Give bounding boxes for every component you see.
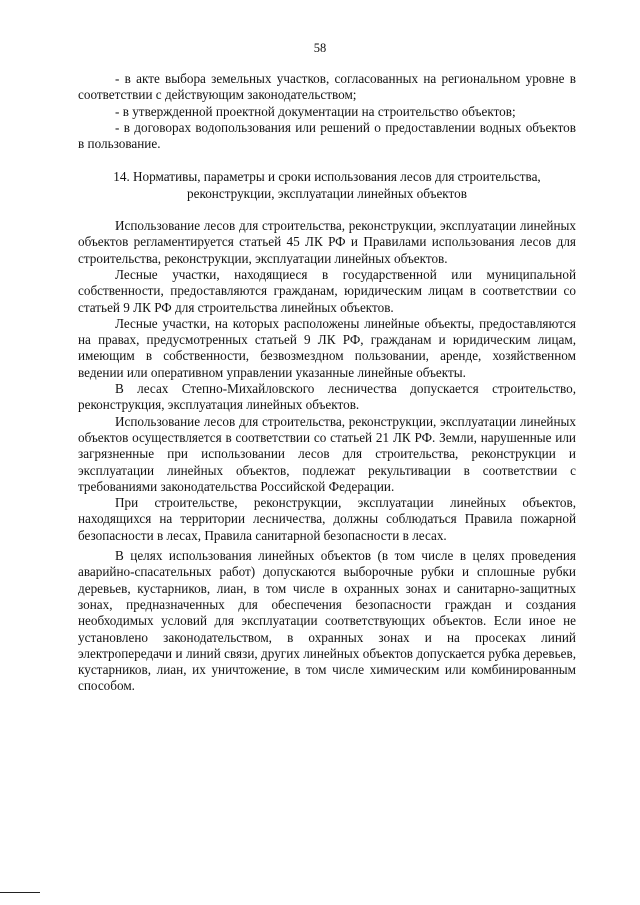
footnote-rule [0,892,40,893]
list-item: - в утвержденной проектной документации на строительство объектов; [115,103,516,119]
paragraph: Лесные участки, на которых расположены линейные объекты, предоставляются на правах, предусмотренных статьей 9 ЛК РФ, гражданам и юридическим лицам, имеющим в собственности, безвозмездном пользовании, аренде, хозяйственном ведении или оперативном управлении указанные линейные объекты. [78,315,576,380]
section-heading: 14. Нормативы, параметры и сроки использования лесов для строительства, реконструкции, эксплуатации линейных объектов [113,169,541,201]
list-item: - в акте выбора земельных участков, согласованных на региональном уровне в соответствии с действующим законодательством; [78,71,576,103]
document-body [78,71,576,695]
paragraph: Использование лесов для строительства, реконструкции, эксплуатации линейных объектов осуществляется в соответствии со статьей 21 ЛК РФ. Земли, нарушенные или загрязненные при использовании лесов для строительства, реконструкции и эксплуатации линейных объектов, подлежат рекультивации в соответствии с требованиями законодательства Российской Федерации. [78,413,576,494]
paragraph: При строительстве, реконструкции, эксплуатации линейных объектов, находящихся на территории лесничества, должны соблюдаться Правила пожарной безопасности в лесах, Правила санитарной безопасности в лесах. [78,495,576,543]
list-item: - в договорах водопользования или решений о предоставлении водных объектов в пользование. [78,119,576,152]
page-number: 58 [313,41,327,55]
paragraph: Лесные участки, находящиеся в государственной или муниципальной собственности, предоставляются гражданам, юридическим лицам в соответствии со статьей 9 ЛК РФ для строительства линейных объектов. [78,266,576,315]
paragraph: В лесах Степно-Михайловского лесничества допускается строительство, реконструкция, эксплуатация линейных объектов. [78,381,576,413]
paragraph: Использование лесов для строительства, реконструкции, эксплуатации линейных объектов регламентируется статьей 45 ЛК РФ и Правилами использования лесов для строительства, реконструкции, эксплуатации линейных объектов. [78,218,576,266]
paragraph: В целях использования линейных объектов (в том числе в целях проведения аварийно-спасательных работ) допускаются выборочные рубки и сплошные рубки деревьев, кустарников, лиан, в том числе в охранных зонах и санитарно-защитных зонах, предназначенных для обеспечения безопасности граждан и создания необходимых условий для эксплуатации соответствующих объектов. Если иное не установлено законодательством, в охранных зонах и на просеках линий электропередачи и линий связи, других линейных объектов допускается рубка деревьев, кустарников, лиан, их уничтожение, в том числе химическим или комбинированным способом. [78,548,576,694]
